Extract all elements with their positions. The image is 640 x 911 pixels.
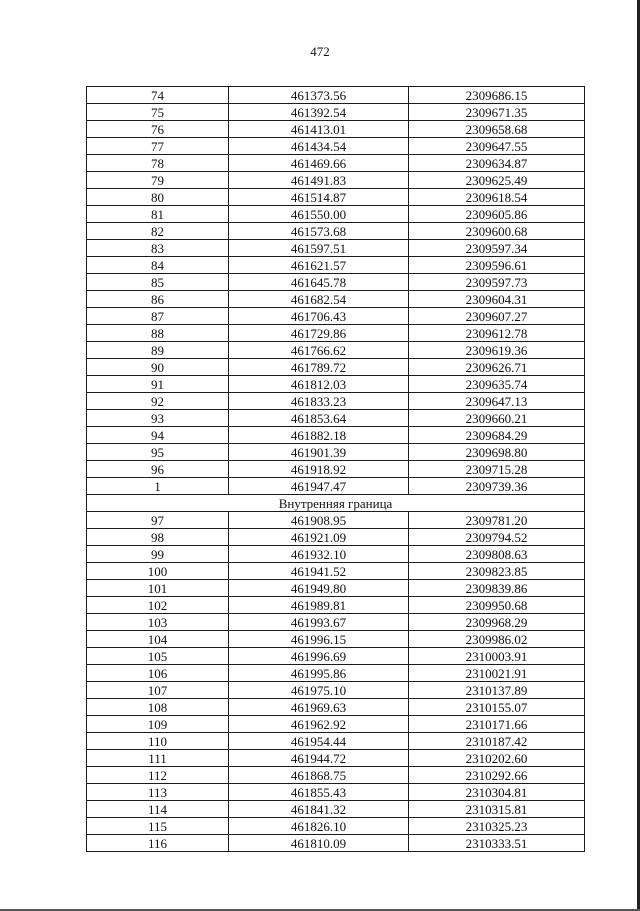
point-number-cell: 97 (87, 512, 229, 529)
table-row (87, 529, 585, 546)
x-coordinate-cell: 461826.10 (229, 818, 409, 835)
table-row (87, 240, 585, 257)
x-coordinate-cell: 461645.78 (229, 274, 409, 291)
y-coordinate-cell: 2309619.36 (409, 342, 585, 359)
table-row (87, 359, 585, 376)
coordinates-table-container (86, 86, 584, 852)
table-row (87, 750, 585, 767)
point-number-cell: 105 (87, 648, 229, 665)
y-coordinate-cell: 2310171.66 (409, 716, 585, 733)
x-coordinate-cell: 461392.54 (229, 104, 409, 121)
y-coordinate-cell: 2309605.86 (409, 206, 585, 223)
point-number-cell: 100 (87, 563, 229, 580)
table-row (87, 291, 585, 308)
y-coordinate-cell: 2309597.34 (409, 240, 585, 257)
point-number-cell: 87 (87, 308, 229, 325)
x-coordinate-cell: 461729.86 (229, 325, 409, 342)
y-coordinate-cell: 2309794.52 (409, 529, 585, 546)
y-coordinate-cell: 2309950.68 (409, 597, 585, 614)
x-coordinate-cell: 461996.69 (229, 648, 409, 665)
table-row (87, 648, 585, 665)
y-coordinate-cell: 2309660.21 (409, 410, 585, 427)
y-coordinate-cell: 2310003.91 (409, 648, 585, 665)
table-row (87, 172, 585, 189)
y-coordinate-cell: 2309823.85 (409, 563, 585, 580)
x-coordinate-cell: 461989.81 (229, 597, 409, 614)
point-number-cell: 106 (87, 665, 229, 682)
y-coordinate-cell: 2310021.91 (409, 665, 585, 682)
x-coordinate-cell: 461373.56 (229, 87, 409, 104)
page-number: 472 (310, 44, 330, 59)
x-coordinate-cell: 461682.54 (229, 291, 409, 308)
table-row (87, 733, 585, 750)
section-title: Внутренняя граница (87, 495, 585, 512)
x-coordinate-cell: 461941.52 (229, 563, 409, 580)
y-coordinate-cell: 2310155.07 (409, 699, 585, 716)
x-coordinate-cell: 461550.00 (229, 206, 409, 223)
x-coordinate-cell: 461491.83 (229, 172, 409, 189)
x-coordinate-cell: 461810.09 (229, 835, 409, 852)
table-row (87, 614, 585, 631)
x-coordinate-cell: 461868.75 (229, 767, 409, 784)
y-coordinate-cell: 2310304.81 (409, 784, 585, 801)
x-coordinate-cell: 461469.66 (229, 155, 409, 172)
point-number-cell: 91 (87, 376, 229, 393)
y-coordinate-cell: 2310292.66 (409, 767, 585, 784)
point-number-cell: 107 (87, 682, 229, 699)
y-coordinate-cell: 2309839.86 (409, 580, 585, 597)
y-coordinate-cell: 2309618.54 (409, 189, 585, 206)
point-number-cell: 99 (87, 546, 229, 563)
table-row (87, 461, 585, 478)
x-coordinate-cell: 461996.15 (229, 631, 409, 648)
table-row (87, 546, 585, 563)
table-row (87, 274, 585, 291)
table-row (87, 121, 585, 138)
table-row (87, 427, 585, 444)
table-row (87, 87, 585, 104)
y-coordinate-cell: 2309684.29 (409, 427, 585, 444)
point-number-cell: 111 (87, 750, 229, 767)
table-row (87, 410, 585, 427)
point-number-cell: 75 (87, 104, 229, 121)
x-coordinate-cell: 461855.43 (229, 784, 409, 801)
y-coordinate-cell: 2309781.20 (409, 512, 585, 529)
table-row (87, 597, 585, 614)
x-coordinate-cell: 461944.72 (229, 750, 409, 767)
point-number-cell: 82 (87, 223, 229, 240)
x-coordinate-cell: 461932.10 (229, 546, 409, 563)
y-coordinate-cell: 2309739.36 (409, 478, 585, 495)
x-coordinate-cell: 461766.62 (229, 342, 409, 359)
x-coordinate-cell: 461949.80 (229, 580, 409, 597)
point-number-cell: 79 (87, 172, 229, 189)
y-coordinate-cell: 2309596.61 (409, 257, 585, 274)
y-coordinate-cell: 2310137.89 (409, 682, 585, 699)
table-row (87, 257, 585, 274)
table-row (87, 818, 585, 835)
y-coordinate-cell: 2310202.60 (409, 750, 585, 767)
table-row (87, 478, 585, 495)
y-coordinate-cell: 2309647.13 (409, 393, 585, 410)
x-coordinate-cell: 461597.51 (229, 240, 409, 257)
y-coordinate-cell: 2309607.27 (409, 308, 585, 325)
table-row (87, 342, 585, 359)
point-number-cell: 115 (87, 818, 229, 835)
point-number-cell: 84 (87, 257, 229, 274)
point-number-cell: 103 (87, 614, 229, 631)
x-coordinate-cell: 461413.01 (229, 121, 409, 138)
table-row (87, 631, 585, 648)
y-coordinate-cell: 2309626.71 (409, 359, 585, 376)
point-number-cell: 81 (87, 206, 229, 223)
x-coordinate-cell: 461954.44 (229, 733, 409, 750)
point-number-cell: 1 (87, 478, 229, 495)
table-row (87, 682, 585, 699)
x-coordinate-cell: 461853.64 (229, 410, 409, 427)
point-number-cell: 108 (87, 699, 229, 716)
table-row (87, 563, 585, 580)
x-coordinate-cell: 461993.67 (229, 614, 409, 631)
table-row (87, 835, 585, 852)
y-coordinate-cell: 2309671.35 (409, 104, 585, 121)
table-row (87, 444, 585, 461)
section-row (87, 495, 585, 512)
x-coordinate-cell: 461969.63 (229, 699, 409, 716)
y-coordinate-cell: 2309600.68 (409, 223, 585, 240)
coordinates-table (86, 86, 585, 852)
point-number-cell: 74 (87, 87, 229, 104)
table-row (87, 801, 585, 818)
point-number-cell: 76 (87, 121, 229, 138)
point-number-cell: 85 (87, 274, 229, 291)
x-coordinate-cell: 461918.92 (229, 461, 409, 478)
table-row (87, 308, 585, 325)
point-number-cell: 86 (87, 291, 229, 308)
point-number-cell: 104 (87, 631, 229, 648)
x-coordinate-cell: 461789.72 (229, 359, 409, 376)
y-coordinate-cell: 2309597.73 (409, 274, 585, 291)
table-section-divider (87, 495, 585, 512)
y-coordinate-cell: 2309986.02 (409, 631, 585, 648)
table-row (87, 512, 585, 529)
point-number-cell: 114 (87, 801, 229, 818)
x-coordinate-cell: 461962.92 (229, 716, 409, 733)
y-coordinate-cell: 2309698.80 (409, 444, 585, 461)
table-row (87, 665, 585, 682)
point-number-cell: 98 (87, 529, 229, 546)
point-number-cell: 112 (87, 767, 229, 784)
point-number-cell: 77 (87, 138, 229, 155)
x-coordinate-cell: 461706.43 (229, 308, 409, 325)
table-row (87, 393, 585, 410)
point-number-cell: 80 (87, 189, 229, 206)
point-number-cell: 96 (87, 461, 229, 478)
point-number-cell: 92 (87, 393, 229, 410)
y-coordinate-cell: 2309808.63 (409, 546, 585, 563)
table-row (87, 138, 585, 155)
table-body-inner-boundary (87, 512, 585, 852)
table-body-outer-boundary (87, 87, 585, 495)
point-number-cell: 93 (87, 410, 229, 427)
point-number-cell: 116 (87, 835, 229, 852)
table-row (87, 699, 585, 716)
point-number-cell: 94 (87, 427, 229, 444)
x-coordinate-cell: 461901.39 (229, 444, 409, 461)
x-coordinate-cell: 461841.32 (229, 801, 409, 818)
y-coordinate-cell: 2309715.28 (409, 461, 585, 478)
y-coordinate-cell: 2309612.78 (409, 325, 585, 342)
x-coordinate-cell: 461573.68 (229, 223, 409, 240)
y-coordinate-cell: 2309658.68 (409, 121, 585, 138)
x-coordinate-cell: 461947.47 (229, 478, 409, 495)
table-row (87, 155, 585, 172)
table-row (87, 767, 585, 784)
point-number-cell: 78 (87, 155, 229, 172)
x-coordinate-cell: 461833.23 (229, 393, 409, 410)
y-coordinate-cell: 2309634.87 (409, 155, 585, 172)
x-coordinate-cell: 461434.54 (229, 138, 409, 155)
y-coordinate-cell: 2309635.74 (409, 376, 585, 393)
x-coordinate-cell: 461995.86 (229, 665, 409, 682)
table-row (87, 325, 585, 342)
point-number-cell: 102 (87, 597, 229, 614)
table-row (87, 206, 585, 223)
point-number-cell: 101 (87, 580, 229, 597)
point-number-cell: 83 (87, 240, 229, 257)
point-number-cell: 109 (87, 716, 229, 733)
point-number-cell: 89 (87, 342, 229, 359)
table-row (87, 716, 585, 733)
point-number-cell: 90 (87, 359, 229, 376)
y-coordinate-cell: 2309686.15 (409, 87, 585, 104)
x-coordinate-cell: 461621.57 (229, 257, 409, 274)
x-coordinate-cell: 461812.03 (229, 376, 409, 393)
x-coordinate-cell: 461882.18 (229, 427, 409, 444)
y-coordinate-cell: 2309625.49 (409, 172, 585, 189)
x-coordinate-cell: 461908.95 (229, 512, 409, 529)
point-number-cell: 88 (87, 325, 229, 342)
x-coordinate-cell: 461975.10 (229, 682, 409, 699)
point-number-cell: 110 (87, 733, 229, 750)
table-row (87, 189, 585, 206)
y-coordinate-cell: 2309604.31 (409, 291, 585, 308)
y-coordinate-cell: 2310187.42 (409, 733, 585, 750)
y-coordinate-cell: 2309647.55 (409, 138, 585, 155)
y-coordinate-cell: 2309968.29 (409, 614, 585, 631)
y-coordinate-cell: 2310333.51 (409, 835, 585, 852)
table-row (87, 104, 585, 121)
table-row (87, 223, 585, 240)
point-number-cell: 95 (87, 444, 229, 461)
table-row (87, 376, 585, 393)
x-coordinate-cell: 461514.87 (229, 189, 409, 206)
x-coordinate-cell: 461921.09 (229, 529, 409, 546)
y-coordinate-cell: 2310325.23 (409, 818, 585, 835)
y-coordinate-cell: 2310315.81 (409, 801, 585, 818)
table-row (87, 580, 585, 597)
table-row (87, 784, 585, 801)
point-number-cell: 113 (87, 784, 229, 801)
